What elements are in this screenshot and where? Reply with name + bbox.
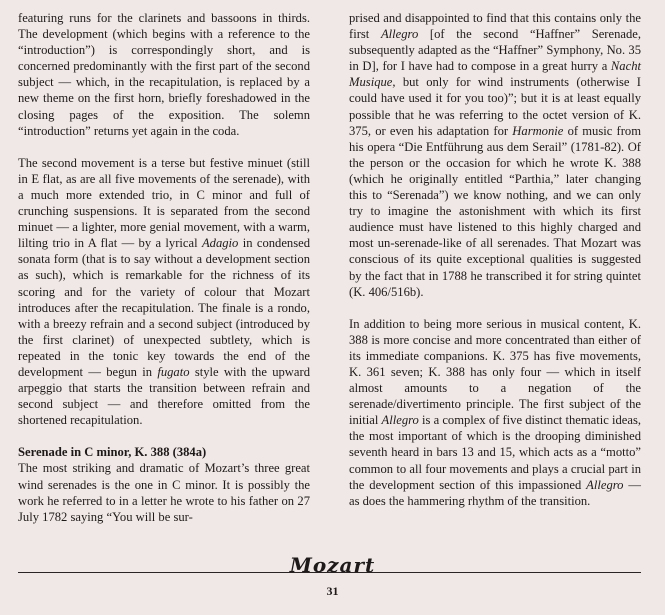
page-number: 31 bbox=[326, 584, 339, 598]
section-heading: Serenade in C minor, K. 388 (384a) bbox=[18, 445, 207, 460]
paragraph-letter-quote: prised and disappointed to find that this contains only the first Allegro [of the second “Haffner” Serenade, subsequently adapted as the “Haffner” Symphony, No. 35 in D], for I have had to compose in a great hurry a Nacht Musique, but only for wind instruments (otherwise I could have used it for you too)”; but it is at least equally possible that he was referring to the octet version of K. 375, or even his adaptation for Harmonie of music from his opera “Die Entführung aus dem Serail” (1781-82). Of the person or the occasion for which he wrote K. 388 (which he originally entitled “Parthia,” later changing this to “Serenada”) we know nothing, and we can only try to imagine the astonishment with which its first audience must have listened to this highly charged and most un-serenade-like of all serenades. That Mozart was conscious of its quite exceptional qualities is suggested by the fact that in 1788 he transcribed it for string quintet (K. 406/516b). bbox=[349, 11, 642, 299]
left-column bbox=[18, 10, 310, 525]
mozart-signature: Mozart bbox=[289, 553, 376, 577]
right-column bbox=[349, 10, 641, 525]
footer-rule bbox=[18, 572, 641, 573]
paragraph-exposition: featuring runs for the clarinets and bassoons in thirds. The development (which begins with a reference to the “introduction”) is correspondingly short, and is concerned predominantly with the first part of the second subject — which, in the recapitulation, is replaced by a new theme on the first horn, briefly foreshadowed in the closing pages of the exposition. The solemn “introduction” returns yet again in the coda. bbox=[18, 11, 310, 138]
text-columns bbox=[18, 10, 641, 525]
paragraph-serenade-intro: The most striking and dramatic of Mozart’s three great wind serenades is the one in C minor. It is possibly the work he referred to in a letter he wrote to his father on 27 July 1782 saying “You will be sur- bbox=[18, 461, 310, 524]
paragraph-second-movement: The second movement is a terse but festive minuet (still in E flat, as are all five movements of the serenade), with a much more extended trio, in C minor and full of crunching suspensions. It is separated from the second minuet — a lighter, more genial movement, with a warm, lilting trio in A flat — by a lyrical Adagio in condensed sonata form (that is to say without a development section as such), which is remarkable for the richness of its scoring and for the variety of colour that Mozart introduces after the recapitulation. The finale is a rondo, with a breezy refrain and a second subject (introduced by the first clarinet) of unexpected subtlety, which is repeated in the tonic key towards the end of the development — begun in fugato style with the upward arpeggio that starts the transition between refrain and second subject — and therefore omitted from the shortened recapitulation. bbox=[18, 155, 311, 428]
paragraph-k388-analysis: In addition to being more serious in musical content, K. 388 is more concise and more concentrated than either of its immediate companions. K. 375 has five movements, K. 361 seven; K. 388 has only four — which in itself almost amounts to a negation of the serenade/divertimento principle. The first subject of the initial Allegro is a complex of five distinct thematic ideas, the most important of which is the drooping diminished seventh heard in bars 13 and 15, which acts as a “motto” common to all four movements and plays a crucial part in the development section of this impassioned Allegro — as does the hammering rhythm of the transition. bbox=[349, 316, 642, 508]
